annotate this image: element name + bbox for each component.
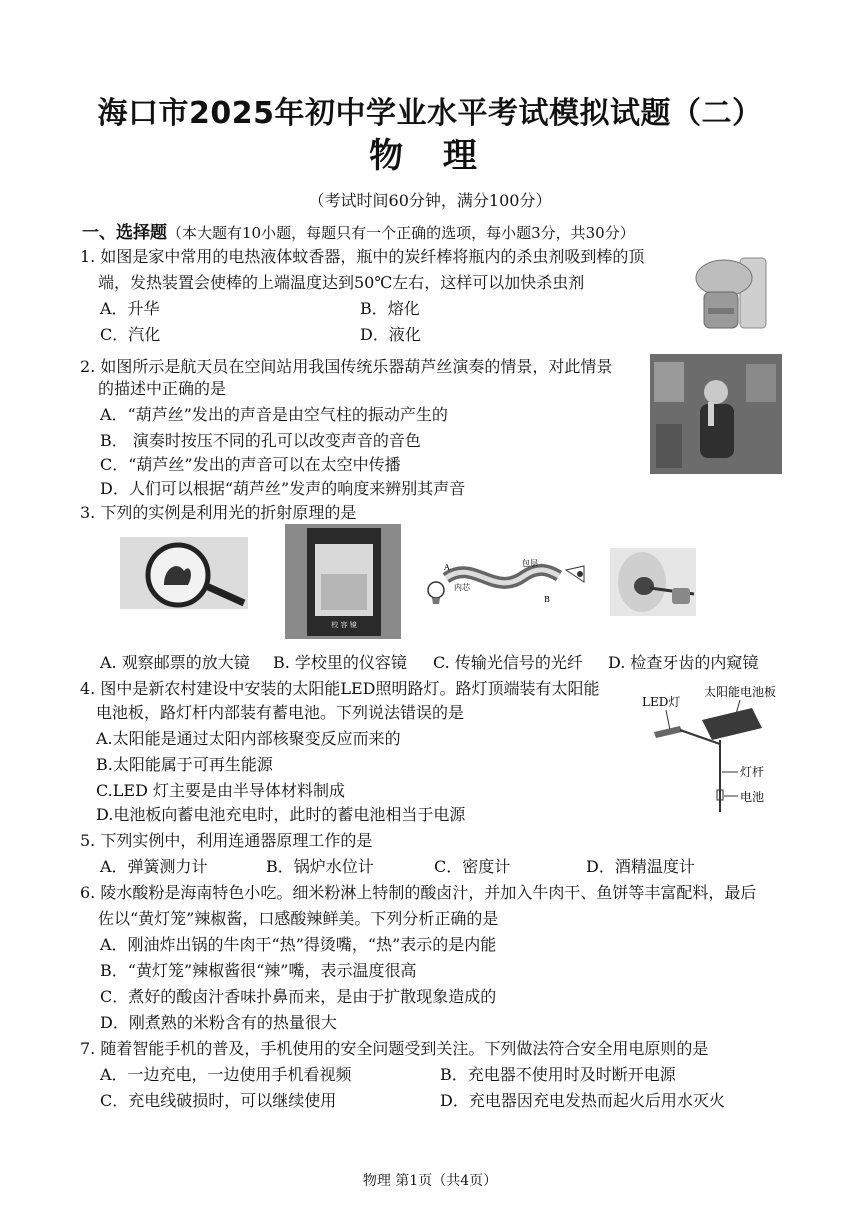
q1-option-d: D．液化 bbox=[360, 325, 421, 344]
q2-option-d: D．人们可以根据“葫芦丝”发声的响度来辨别其声音 bbox=[100, 479, 466, 498]
q4-option-b: B.太阳能属于可再生能源 bbox=[96, 755, 273, 774]
section-title: 一、选择题 bbox=[82, 223, 167, 243]
optical-fiber-diagram bbox=[424, 548, 594, 614]
q2-option-a: A．“葫芦丝”发出的声音是由空气柱的振动产生的 bbox=[100, 405, 448, 424]
q6-option-d: D．刚煮熟的米粉含有的热量很大 bbox=[100, 1013, 337, 1032]
q4-option-d: D.电池板向蓄电池充电时，此时的蓄电池相当于电源 bbox=[96, 805, 466, 824]
q5-option-b: B．锅炉水位计 bbox=[266, 857, 374, 876]
solar-street-lamp-diagram bbox=[640, 684, 800, 814]
q7-option-a: A．一边充电，一边使用手机看视频 bbox=[100, 1065, 352, 1084]
q4-stem-line2: 电池板，路灯杆内部装有蓄电池。下列说法错误的是 bbox=[96, 703, 465, 722]
q7-option-d: D．充电器因充电发热而起火后用水灭火 bbox=[440, 1091, 725, 1110]
q2-stem-line1: 2. 如图所示是航天员在空间站用我国传统乐器葫芦丝演奏的情景，对此情景 bbox=[80, 357, 613, 376]
q7-option-b: B．充电器不使用时及时断开电源 bbox=[440, 1065, 676, 1084]
q6-stem-line1: 6. 陵水酸粉是海南特色小吃。细米粉淋上特制的酸卤汁，并加入牛肉干、鱼饼等丰富配料，最后 bbox=[80, 883, 757, 902]
dress-mirror-image bbox=[285, 524, 401, 639]
fiber-label-coating: 包层 bbox=[522, 559, 538, 568]
fiber-label-a: A bbox=[444, 563, 450, 572]
q3-stem: 3. 下列的实例是利用光的折射原理的是 bbox=[80, 503, 357, 522]
label-led-lamp: LED灯 bbox=[642, 695, 681, 709]
mosquito-repellent-image bbox=[688, 252, 772, 336]
q6-option-c: C．煮好的酸卤汁香味扑鼻而来，是由于扩散现象造成的 bbox=[100, 987, 497, 1006]
label-solar-panel: 太阳能电池板 bbox=[704, 685, 777, 699]
q7-option-c: C．充电线破损时，可以继续使用 bbox=[100, 1091, 337, 1110]
subject-title: 物 理 bbox=[369, 136, 491, 176]
q4-stem-line1: 4. 图中是新农村建设中安装的太阳能LED照明路灯。路灯顶端装有太阳能 bbox=[80, 679, 600, 698]
exam-info: （考试时间60分钟，满分100分） bbox=[308, 191, 552, 210]
label-battery: 电池 bbox=[740, 790, 765, 804]
q7-stem: 7. 随着智能手机的普及，手机使用的安全问题受到关注。下列做法符合安全用电原则的是 bbox=[80, 1039, 709, 1058]
label-pole: 灯杆 bbox=[740, 765, 765, 779]
q1-option-a: A．升华 bbox=[100, 299, 160, 318]
fiber-label-b: B bbox=[544, 595, 550, 604]
q1-stem-line1: 1. 如图是家中常用的电热液体蚊香器，瓶中的炭纤棒将瓶内的杀虫剂吸到棒的顶 bbox=[80, 247, 645, 266]
q3-option-a: A. 观察邮票的放大镜 bbox=[100, 653, 250, 672]
exam-title: 海口市2025年初中学业水平考试模拟试题（二） bbox=[97, 96, 763, 131]
q1-option-c: C．汽化 bbox=[100, 325, 161, 344]
q4-option-c: C.LED 灯主要是由半导体材料制成 bbox=[96, 781, 345, 800]
section-heading bbox=[82, 218, 635, 243]
q6-stem-line2: 佐以“黄灯笼”辣椒酱，口感酸辣鲜美。下列分析正确的是 bbox=[98, 909, 499, 928]
mirror-plate-label: 校 容 镜 bbox=[331, 621, 357, 629]
q5-option-d: D．酒精温度计 bbox=[586, 857, 695, 876]
q3-option-c: C. 传输光信号的光纤 bbox=[433, 653, 583, 672]
dental-endoscope-image bbox=[610, 548, 696, 616]
q6-option-b: B．“黄灯笼”辣椒酱很“辣”嘴，表示温度很高 bbox=[100, 961, 417, 980]
q1-stem-line2: 端，发热装置会使棒的上端温度达到50℃左右，这样可以加快杀虫剂 bbox=[98, 273, 585, 292]
q5-stem: 5. 下列实例中，利用连通器原理工作的是 bbox=[80, 831, 373, 850]
q2-option-b: B． 演奏时按压不同的孔可以改变声音的音色 bbox=[100, 431, 421, 450]
q4-option-a: A.太阳能是通过太阳内部核聚变反应而来的 bbox=[96, 729, 401, 748]
q2-stem-line2: 的描述中正确的是 bbox=[98, 379, 227, 398]
page-footer: 物理 第1页（共4页） bbox=[362, 1173, 498, 1189]
q5-option-c: C．密度计 bbox=[434, 857, 511, 876]
fiber-label-core: 内芯 bbox=[454, 583, 470, 592]
magnifier-stamp-image bbox=[120, 537, 248, 609]
q6-option-a: A．刚油炸出锅的牛肉干“热”得烫嘴，“热”表示的是内能 bbox=[100, 935, 497, 954]
section-note: （本大题有10小题，每题只有一个正确的选项，每小题3分，共30分） bbox=[167, 224, 635, 242]
q1-option-b: B．熔化 bbox=[360, 299, 420, 318]
astronaut-photo bbox=[650, 354, 782, 474]
q3-option-d: D. 检查牙齿的内窥镜 bbox=[608, 653, 759, 672]
q2-option-c: C．“葫芦丝”发出的声音可以在太空中传播 bbox=[100, 455, 401, 474]
q3-option-b: B. 学校里的仪容镜 bbox=[273, 653, 407, 672]
q5-option-a: A．弹簧测力计 bbox=[100, 857, 208, 876]
